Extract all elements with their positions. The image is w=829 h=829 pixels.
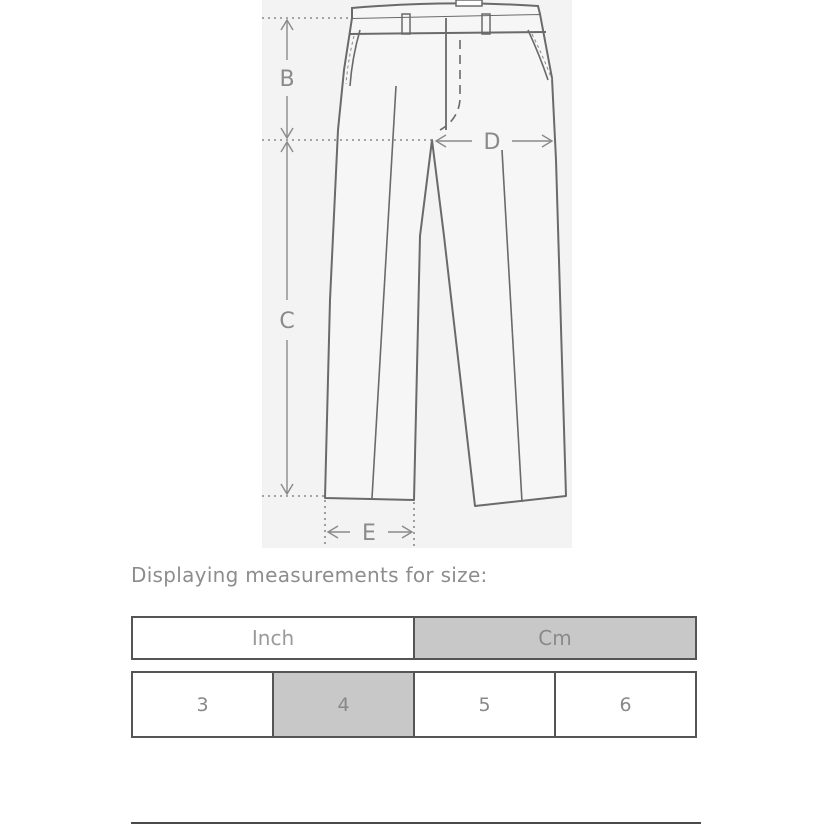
bottom-divider <box>131 822 701 824</box>
label-e: E <box>362 521 376 546</box>
unit-toggle <box>131 616 697 660</box>
label-d: D <box>483 130 501 155</box>
size-option-6[interactable]: 6 <box>554 673 695 736</box>
unit-option-cm[interactable]: Cm <box>413 618 695 658</box>
unit-option-inch[interactable]: Inch <box>133 618 413 658</box>
size-option-3[interactable]: 3 <box>133 673 272 736</box>
size-option-5[interactable]: 5 <box>413 673 554 736</box>
label-c: C <box>279 309 295 334</box>
button-tab <box>456 0 482 6</box>
size-selector <box>131 671 697 738</box>
label-b: B <box>279 67 295 92</box>
size-caption: Displaying measurements for size: <box>131 563 488 587</box>
size-option-4[interactable]: 4 <box>272 673 413 736</box>
